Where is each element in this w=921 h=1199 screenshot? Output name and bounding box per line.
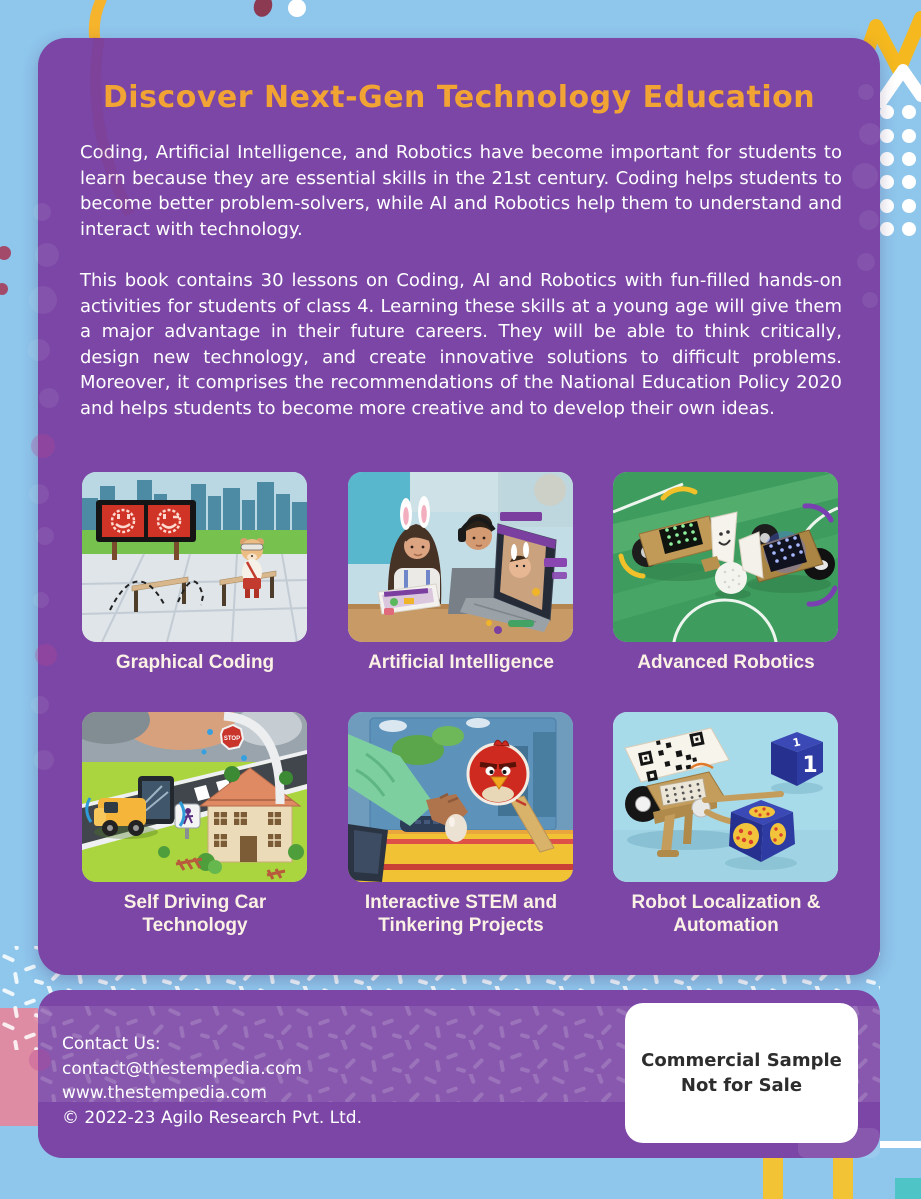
svg-text:STOP: STOP: [223, 736, 241, 742]
rose-dots: [0, 246, 11, 295]
pink-square: [0, 1008, 38, 1126]
white-chevron: [881, 70, 921, 102]
feature-tile-interactive-stem: [348, 712, 573, 937]
intro-paragraph: Coding, Artificial Intelligence, and Robotics have become important for students to learn because they are essential skills in the 21st century. Coding helps students to become better problem-solvers, while AI and Robotics help them to understand and interact with technology.: [80, 142, 842, 240]
contact-label: Contact Us:: [62, 1034, 161, 1054]
feature-caption: Robot Localization & Automation: [631, 892, 821, 936]
contact-website: www.thestempedia.com: [62, 1083, 267, 1103]
feature-tile-artificial-intelligence: [348, 472, 573, 674]
teal-square: [895, 1178, 921, 1199]
yellow-arc: [94, 0, 101, 40]
feature-caption: Interactive STEM and Tinkering Projects: [364, 892, 558, 936]
copyright-line: © 2022-23 Agilo Research Pvt. Ltd.: [62, 1107, 363, 1128]
sample-notice-line1: Commercial Sample: [641, 1050, 842, 1071]
commercial-sample-box: [625, 1003, 858, 1143]
feature-tile-self-driving-car: [82, 712, 307, 937]
contact-block: [62, 1032, 362, 1130]
sample-notice-line2: Not for Sale: [680, 1075, 803, 1096]
pink-watch: [384, 608, 394, 615]
feature-tile-robot-localization: [613, 712, 838, 937]
white-confetti-left: [0, 1002, 38, 1050]
white-line: [880, 1141, 921, 1148]
self-driving-car-illustration: [82, 712, 307, 882]
book-description-paragraph: This book contains 30 lessons on Coding, AI and Robotics with fun-filled hands-on activities for students of class 4. Learning these skills at a young age will give them a major advantage in their future careers. They will be able to think critically, design new technology, and create innovative solutions to difficult problems. Moreover, it comprises the recommendations of the National Education Policy 2020 and helps students to become more creative and to develop their own ideas.: [80, 270, 842, 419]
advanced-robotics-illustration: [613, 472, 838, 642]
feature-tile-advanced-robotics: [613, 472, 838, 674]
feature-caption: Advanced Robotics: [637, 652, 815, 673]
white-dots-grid: [880, 105, 916, 236]
svg-text:1: 1: [791, 735, 802, 750]
main-card: [38, 38, 880, 975]
white-dot: [288, 0, 306, 17]
artificial-intelligence-illustration: [348, 472, 573, 642]
robot-localization-illustration: [613, 712, 838, 882]
interactive-stem-illustration: [348, 712, 573, 882]
feature-caption: Self Driving Car Technology: [123, 892, 267, 936]
feature-caption: Artificial Intelligence: [368, 652, 554, 673]
svg-text:1: 1: [802, 753, 818, 778]
feature-caption: Graphical Coding: [115, 652, 275, 673]
footer-card: [38, 990, 880, 1158]
graphical-coding-illustration: [82, 472, 307, 642]
maroon-blob: [251, 0, 275, 19]
contact-email: contact@thestempedia.com: [62, 1058, 302, 1079]
page-title: Discover Next-Gen Technology Education: [102, 80, 816, 115]
feature-tile-graphical-coding: [82, 472, 307, 674]
